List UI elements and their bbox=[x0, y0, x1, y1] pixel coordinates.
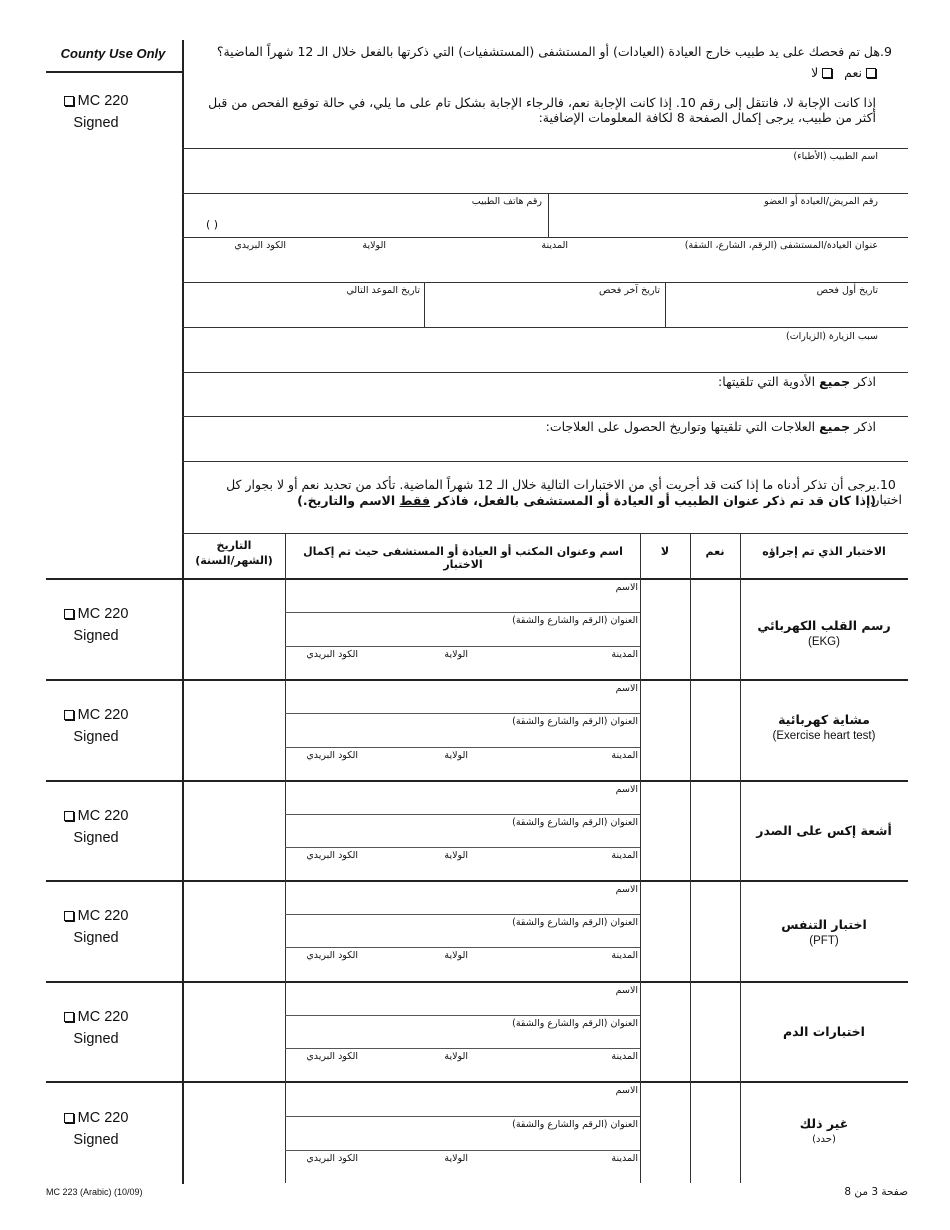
header-test: الاختبار الذي تم إجراؤه bbox=[762, 545, 886, 558]
last-exam-date-field[interactable]: تاريخ آخر فحص bbox=[598, 285, 660, 296]
no-checkbox-icon[interactable] bbox=[822, 68, 832, 78]
q10-note: (إذا كان قد تم ذكر عنوان الطبيب أو العيادة أو المستشفى بالفعل، فاذكر فقط الاسم والتاريخ.) bbox=[297, 493, 876, 508]
row3-name-field[interactable]: الاسم bbox=[615, 784, 638, 795]
row4-name-field[interactable]: الاسم bbox=[615, 884, 638, 895]
row3-zip-field[interactable]: الكود البريدي bbox=[306, 850, 358, 861]
doctor-phone-field[interactable]: رقم هاتف الطبيب bbox=[471, 196, 542, 207]
row5-city-field[interactable]: المدينة bbox=[611, 1051, 638, 1062]
q9-number: 9. bbox=[880, 44, 892, 59]
checkbox-icon[interactable] bbox=[64, 811, 74, 821]
form-id: MC 223 (Arabic) (10/09) bbox=[46, 1187, 143, 1197]
patient-number-field[interactable]: رقم المريض/العيادة أو العضو bbox=[764, 196, 878, 207]
row6-city-field[interactable]: المدينة bbox=[611, 1153, 638, 1164]
first-exam-date-field[interactable]: تاريخ أول فحص bbox=[816, 285, 878, 296]
header-no: لا bbox=[660, 545, 670, 558]
zip-field[interactable]: الكود البريدي bbox=[234, 240, 286, 251]
q10-number: 10. bbox=[876, 477, 896, 492]
test-pft: اختبار التنفس (PFT) bbox=[781, 917, 867, 947]
county-header-rule bbox=[46, 71, 182, 73]
checkbox-icon[interactable] bbox=[64, 609, 74, 619]
county-mc220-row5[interactable]: MC 220 Signed bbox=[46, 1006, 146, 1050]
no-label: لا bbox=[811, 65, 819, 80]
row4-state-field[interactable]: الولاية bbox=[444, 950, 468, 961]
medications-field[interactable]: اذكر جميع الأدوية التي تلقيتها: bbox=[718, 374, 876, 389]
county-mc220-row4[interactable]: MC 220 Signed bbox=[46, 905, 146, 949]
row1-address-field[interactable]: العنوان (الرقم والشارع والشقة) bbox=[512, 615, 638, 626]
q9-question: 9. هل تم فحصك على يد طبيب خارج العيادة (العيادات) أو المستشفى (المستشفيات) التي ذكرتها بالفعل خلال الـ 12 شهراً الماضية؟ bbox=[200, 44, 902, 59]
next-appointment-field[interactable]: تاريخ الموعد التالي bbox=[346, 285, 420, 296]
county-mc220-row6[interactable]: MC 220 Signed bbox=[46, 1107, 146, 1151]
county-use-only-label: County Use Only bbox=[60, 46, 166, 61]
row1-name-field[interactable]: الاسم bbox=[615, 582, 638, 593]
checkbox-icon[interactable] bbox=[64, 1012, 74, 1022]
row2-address-field[interactable]: العنوان (الرقم والشارع والشقة) bbox=[512, 716, 638, 727]
yes-checkbox-icon[interactable] bbox=[866, 68, 876, 78]
q10-question: 10. يرجى أن تذكر أدناه ما إذا كنت قد أجريت أي من الاختبارات التالية خلال الـ 12 شهراً الماضية. تأكد من تحديد نعم أو لا بجوار كل اختبار. bbox=[226, 477, 902, 507]
county-mc220-row2[interactable]: MC 220 Signed bbox=[46, 704, 146, 748]
visit-reason-field[interactable]: سبب الزيارة (الزيارات) bbox=[786, 331, 878, 342]
row4-address-field[interactable]: العنوان (الرقم والشارع والشقة) bbox=[512, 917, 638, 928]
row3-city-field[interactable]: المدينة bbox=[611, 850, 638, 861]
row1-zip-field[interactable]: الكود البريدي bbox=[306, 649, 358, 660]
mc220-label: MC 220 bbox=[77, 93, 129, 109]
row3-address-field[interactable]: العنوان (الرقم والشارع والشقة) bbox=[512, 817, 638, 828]
row5-address-field[interactable]: العنوان (الرقم والشارع والشقة) bbox=[512, 1018, 638, 1029]
checkbox-icon[interactable] bbox=[64, 1113, 74, 1123]
checkbox-icon[interactable] bbox=[64, 96, 74, 106]
row3-state-field[interactable]: الولاية bbox=[444, 850, 468, 861]
header-facility: اسم وعنوان المكتب أو العيادة أو المستشفى حيث تم إكمال الاختبار bbox=[303, 545, 623, 571]
checkbox-icon[interactable] bbox=[64, 911, 74, 921]
row6-address-field[interactable]: العنوان (الرقم والشارع والشقة) bbox=[512, 1119, 638, 1130]
header-date: التاريخ (الشهر/السنة) bbox=[195, 539, 273, 567]
row5-zip-field[interactable]: الكود البريدي bbox=[306, 1051, 358, 1062]
q9-yes-no bbox=[600, 65, 876, 80]
row2-city-field[interactable]: المدينة bbox=[611, 750, 638, 761]
header-yes: نعم bbox=[705, 545, 725, 558]
row6-name-field[interactable]: الاسم bbox=[615, 1085, 638, 1096]
row4-zip-field[interactable]: الكود البريدي bbox=[306, 950, 358, 961]
row6-zip-field[interactable]: الكود البريدي bbox=[306, 1153, 358, 1164]
test-ekg: رسم القلب الكهربائي (EKG) bbox=[757, 618, 891, 648]
row2-state-field[interactable]: الولاية bbox=[444, 750, 468, 761]
test-chest-xray: أشعة إكس على الصدر bbox=[756, 823, 892, 838]
county-mc220-q9[interactable] bbox=[46, 90, 146, 134]
row2-name-field[interactable]: الاسم bbox=[615, 683, 638, 694]
test-blood: اختبارات الدم bbox=[783, 1024, 865, 1039]
row1-city-field[interactable]: المدينة bbox=[611, 649, 638, 660]
county-mc220-row1[interactable]: MC 220 Signed bbox=[46, 603, 146, 647]
clinic-address-field[interactable]: عنوان العيادة/المستشفى (الرقم، الشارع، الشقة) bbox=[684, 240, 878, 251]
state-field[interactable]: الولاية bbox=[362, 240, 386, 251]
yes-label: نعم bbox=[844, 65, 863, 80]
page-number: صفحة 3 من 8 bbox=[844, 1186, 908, 1198]
row5-state-field[interactable]: الولاية bbox=[444, 1051, 468, 1062]
row5-name-field[interactable]: الاسم bbox=[615, 985, 638, 996]
doctor-name-field[interactable]: اسم الطبيب (الأطباء) bbox=[793, 151, 878, 162]
phone-parens: ( ) bbox=[206, 218, 219, 231]
test-exercise-heart: مشاية كهربائية (Exercise heart test) bbox=[772, 712, 876, 742]
row1-state-field[interactable]: الولاية bbox=[444, 649, 468, 660]
county-column-divider bbox=[182, 40, 184, 1184]
city-field[interactable]: المدينة bbox=[541, 240, 568, 251]
checkbox-icon[interactable] bbox=[64, 710, 74, 720]
signed-label: Signed bbox=[73, 115, 119, 131]
treatments-field[interactable]: اذكر جميع العلاجات التي تلقيتها وتواريخ الحصول على العلاجات: bbox=[545, 419, 876, 434]
test-other: غير ذلك (حدد) bbox=[799, 1116, 849, 1145]
row2-zip-field[interactable]: الكود البريدي bbox=[306, 750, 358, 761]
q9-instruction: إذا كانت الإجابة لا، فانتقل إلى رقم 10. إذا كانت الإجابة نعم، فالرجاء الإجابة بشكل تام على ما يلي، في حالة توقيع الفحص من قبل أكثر من طبيب، يرجى إكمال الصفحة 8 لكافة المعلومات الإضافية: bbox=[208, 95, 876, 125]
row6-state-field[interactable]: الولاية bbox=[444, 1153, 468, 1164]
row4-city-field[interactable]: المدينة bbox=[611, 950, 638, 961]
county-mc220-row3[interactable]: MC 220 Signed bbox=[46, 805, 146, 849]
